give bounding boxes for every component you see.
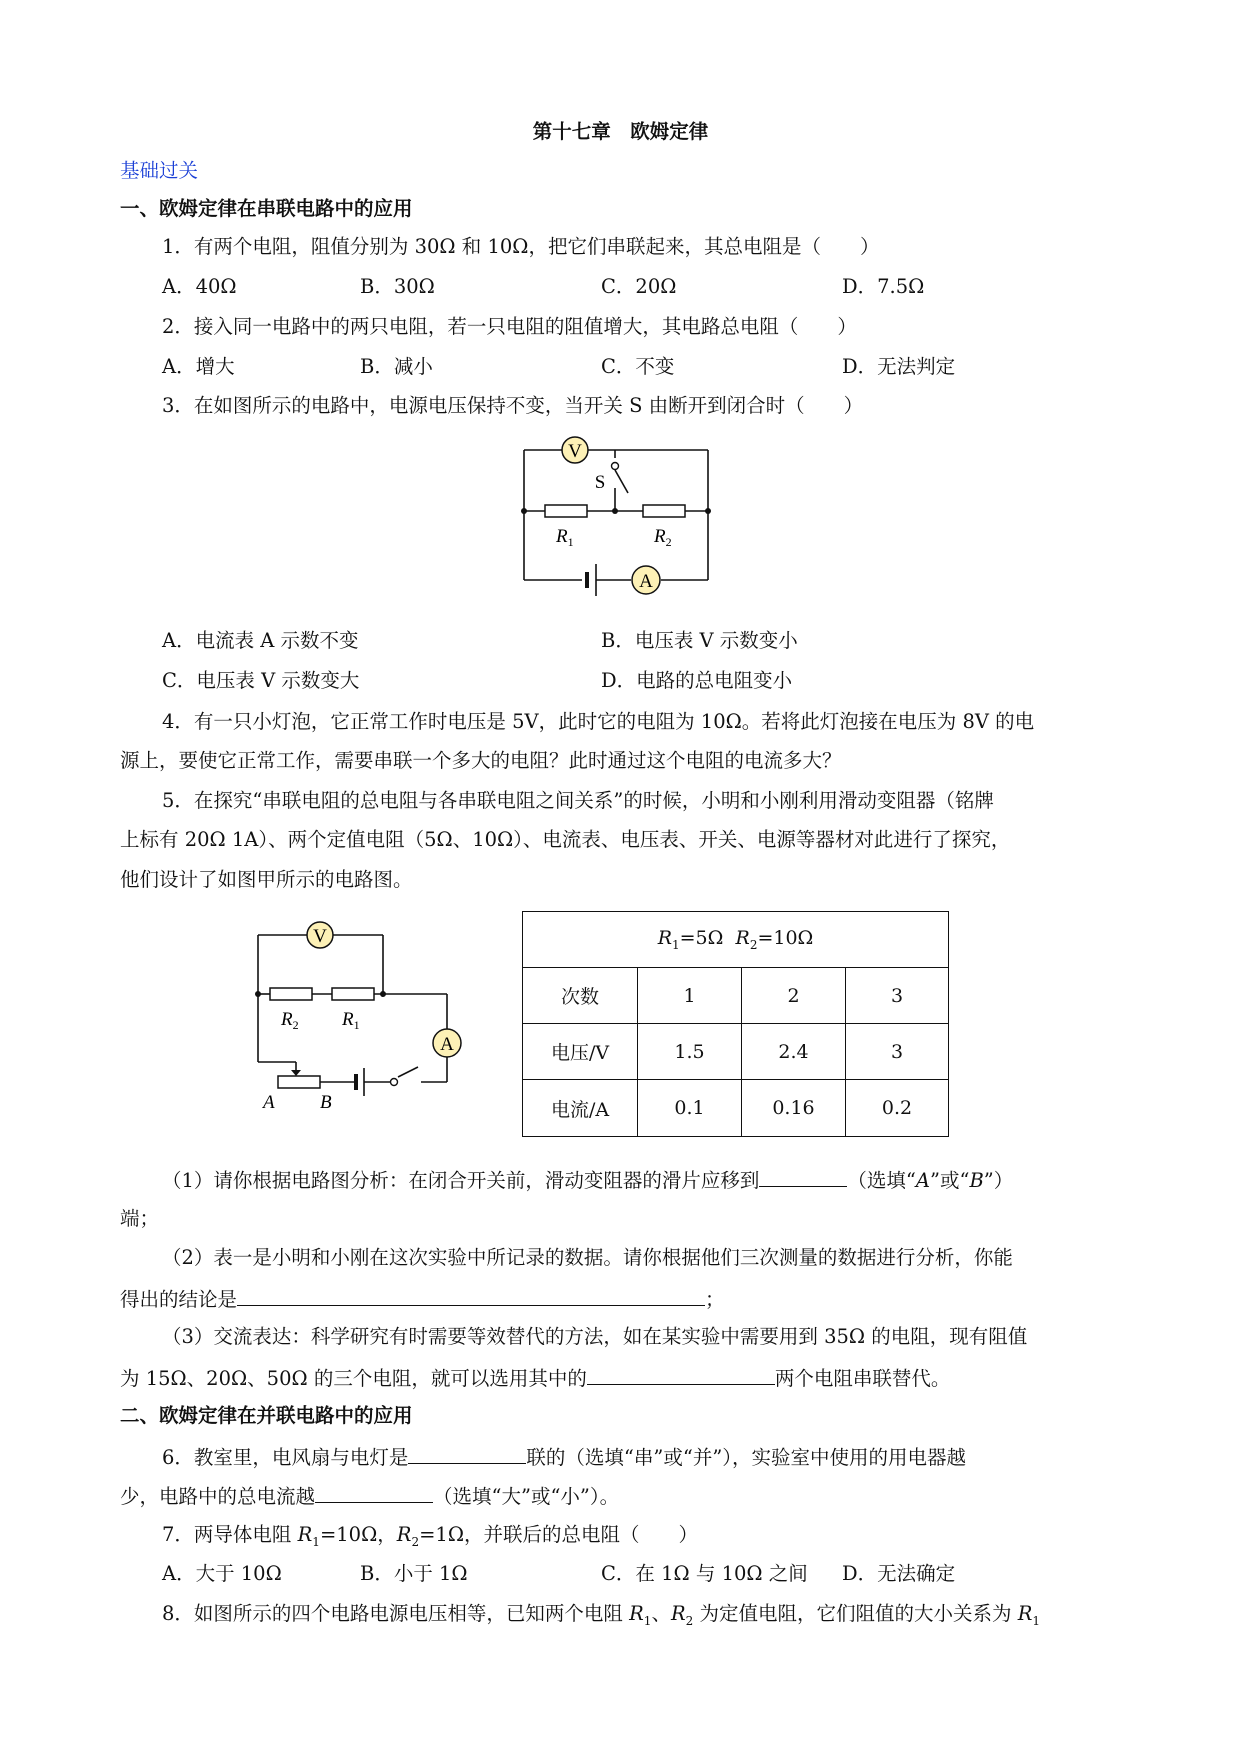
r1-label: R: [556, 526, 568, 547]
question-4-line-1: 4．有一只小灯泡，它正常工作时电压是 5V，此时它的电阻为 10Ω。若将此灯泡接在电压为 8V 的电: [162, 710, 1035, 733]
rheostat-end-a: A: [263, 1092, 275, 1113]
question-2-option-d: D．无法判定: [842, 355, 956, 378]
r2-subscript-2: 2: [292, 1018, 299, 1032]
answer-blank[interactable]: [587, 1364, 775, 1385]
svg-text:R2: [280, 1009, 299, 1032]
question-1-option-a: A．40Ω: [162, 275, 237, 298]
question-7-option-a: A．大于 10Ω: [162, 1562, 282, 1585]
table-row: 电压/V 1.5 2.4 3: [523, 1024, 949, 1080]
question-4-line-2: 源上，要使它正常工作，需要串联一个多大的电阻？此时通过这个电阻的电流多大？: [120, 749, 842, 772]
question-1-option-c: C．20Ω: [601, 275, 677, 298]
question-2-option-a: A．增大: [162, 355, 235, 378]
ammeter-label-2: A: [440, 1034, 454, 1055]
page-title: 第十七章 欧姆定律: [532, 120, 709, 143]
question-7-stem: 7．两导体电阻 $R_1=10\Omega$，$R_2=1\Omega$，并联后的总电阻（ ）: [162, 1523, 699, 1549]
question-5-part-3: （3）交流表达：科学研究有时需要等效替代的方法，如在某实验中需要用到 35Ω 的电阻，现有阻值: [162, 1325, 1028, 1348]
question-7-option-b: B．小于 1Ω: [360, 1562, 468, 1585]
voltmeter-label: V: [568, 441, 582, 462]
answer-blank[interactable]: [408, 1443, 526, 1464]
ammeter-label: A: [639, 571, 653, 592]
question-7-option-c: C．在 1Ω 与 10Ω 之间: [601, 1562, 808, 1585]
question-1-option-d: D．7.5Ω: [842, 275, 925, 298]
rheostat-end-b: B: [320, 1092, 332, 1113]
question-5-part-1: （1）请你根据电路图分析：在闭合开关前，滑动变阻器的滑片应移到 （选填“A”或“B”）: [162, 1166, 1013, 1194]
question-5-line-3: 他们设计了如图甲所示的电路图。: [120, 868, 413, 891]
answer-blank[interactable]: [315, 1482, 433, 1503]
voltmeter-label-2: V: [313, 926, 327, 947]
question-3-stem: 3．在如图所示的电路中，电源电压保持不变，当开关 S 由断开到闭合时（ ）: [162, 394, 864, 417]
answer-blank[interactable]: [237, 1285, 705, 1306]
svg-text:R1: [341, 1009, 360, 1032]
section-heading-2: 二、欧姆定律在并联电路中的应用: [120, 1404, 413, 1427]
r1-subscript: 1: [567, 535, 574, 549]
question-8-stem: 8．如图所示的四个电路电源电压相等，已知两个电阻 $R_1$、$R_2$ 为定值电阻，它们阻值的大小关系为 $R_1$: [162, 1602, 1041, 1628]
question-6-line-2: 少，电路中的总电流越 （选填“大”或“小”）。: [120, 1482, 619, 1510]
answer-blank[interactable]: [759, 1166, 847, 1187]
question-5-part-2: （2）表一是小明和小刚在这次实验中所记录的数据。请你根据他们三次测量的数据进行分析，你能: [162, 1246, 1013, 1269]
table-row: 次数 1 2 3: [523, 968, 949, 1024]
r1-label-2: R: [342, 1009, 354, 1030]
svg-text:R1: [555, 526, 574, 549]
question-1-option-b: B．30Ω: [360, 275, 435, 298]
data-table: [522, 911, 949, 1137]
r2-subscript: 2: [665, 535, 672, 549]
table-header: $R_1=5\Omega$ $R_2=10\Omega$: [523, 912, 949, 968]
question-5-line-1: 5．在探究“串联电阻的总电阻与各串联电阻之间关系”的时候，小明和小刚利用滑动变阻器（铭牌: [162, 789, 994, 812]
section-label: 基础过关: [120, 159, 199, 182]
circuit-diagram-2: [240, 910, 465, 1115]
r2-label: R: [654, 526, 666, 547]
r2-label-2: R: [281, 1009, 293, 1030]
question-2-stem: 2．接入同一电路中的两只电阻，若一只电阻的阻值增大，其电路总电阻（ ）: [162, 315, 857, 338]
question-3-option-b: B．电压表 V 示数变小: [601, 629, 798, 652]
question-5-part-3-cont: 为 15Ω、20Ω、50Ω 的三个电阻，就可以选用其中的 两个电阻串联替代。: [120, 1364, 950, 1392]
question-6-line-1: 6．教室里，电风扇与电灯是 联的（选填“串”或“并”），实验室中使用的用电器越: [162, 1443, 966, 1471]
r1-subscript-2: 1: [353, 1018, 360, 1032]
question-7-option-d: D．无法确定: [842, 1562, 956, 1585]
question-2-option-c: C．不变: [601, 355, 675, 378]
question-3-option-d: D．电路的总电阻变小: [601, 669, 793, 692]
question-5-line-2: 上标有 20Ω 1A）、两个定值电阻（5Ω、10Ω）、电流表、电压表、开关、电源等器材对此进行了探究，: [120, 828, 1011, 851]
question-3-option-a: A．电流表 A 示数不变: [162, 629, 359, 652]
svg-text:R2: [653, 526, 672, 549]
question-2-option-b: B．减小: [360, 355, 433, 378]
question-3-option-c: C．电压表 V 示数变大: [162, 669, 360, 692]
circuit-diagram-1: [515, 430, 715, 600]
section-heading-1: 一、欧姆定律在串联电路中的应用: [120, 197, 413, 220]
question-5-part-1-cont: 端；: [120, 1207, 160, 1230]
table-row: 电流/A 0.1 0.16 0.2: [523, 1080, 949, 1137]
question-1-stem: 1．有两个电阻，阻值分别为 30Ω 和 10Ω，把它们串联起来，其总电阻是（ ）: [162, 235, 880, 258]
question-5-part-2-cont: 得出的结论是 ；: [120, 1285, 725, 1313]
switch-label: S: [594, 472, 606, 493]
